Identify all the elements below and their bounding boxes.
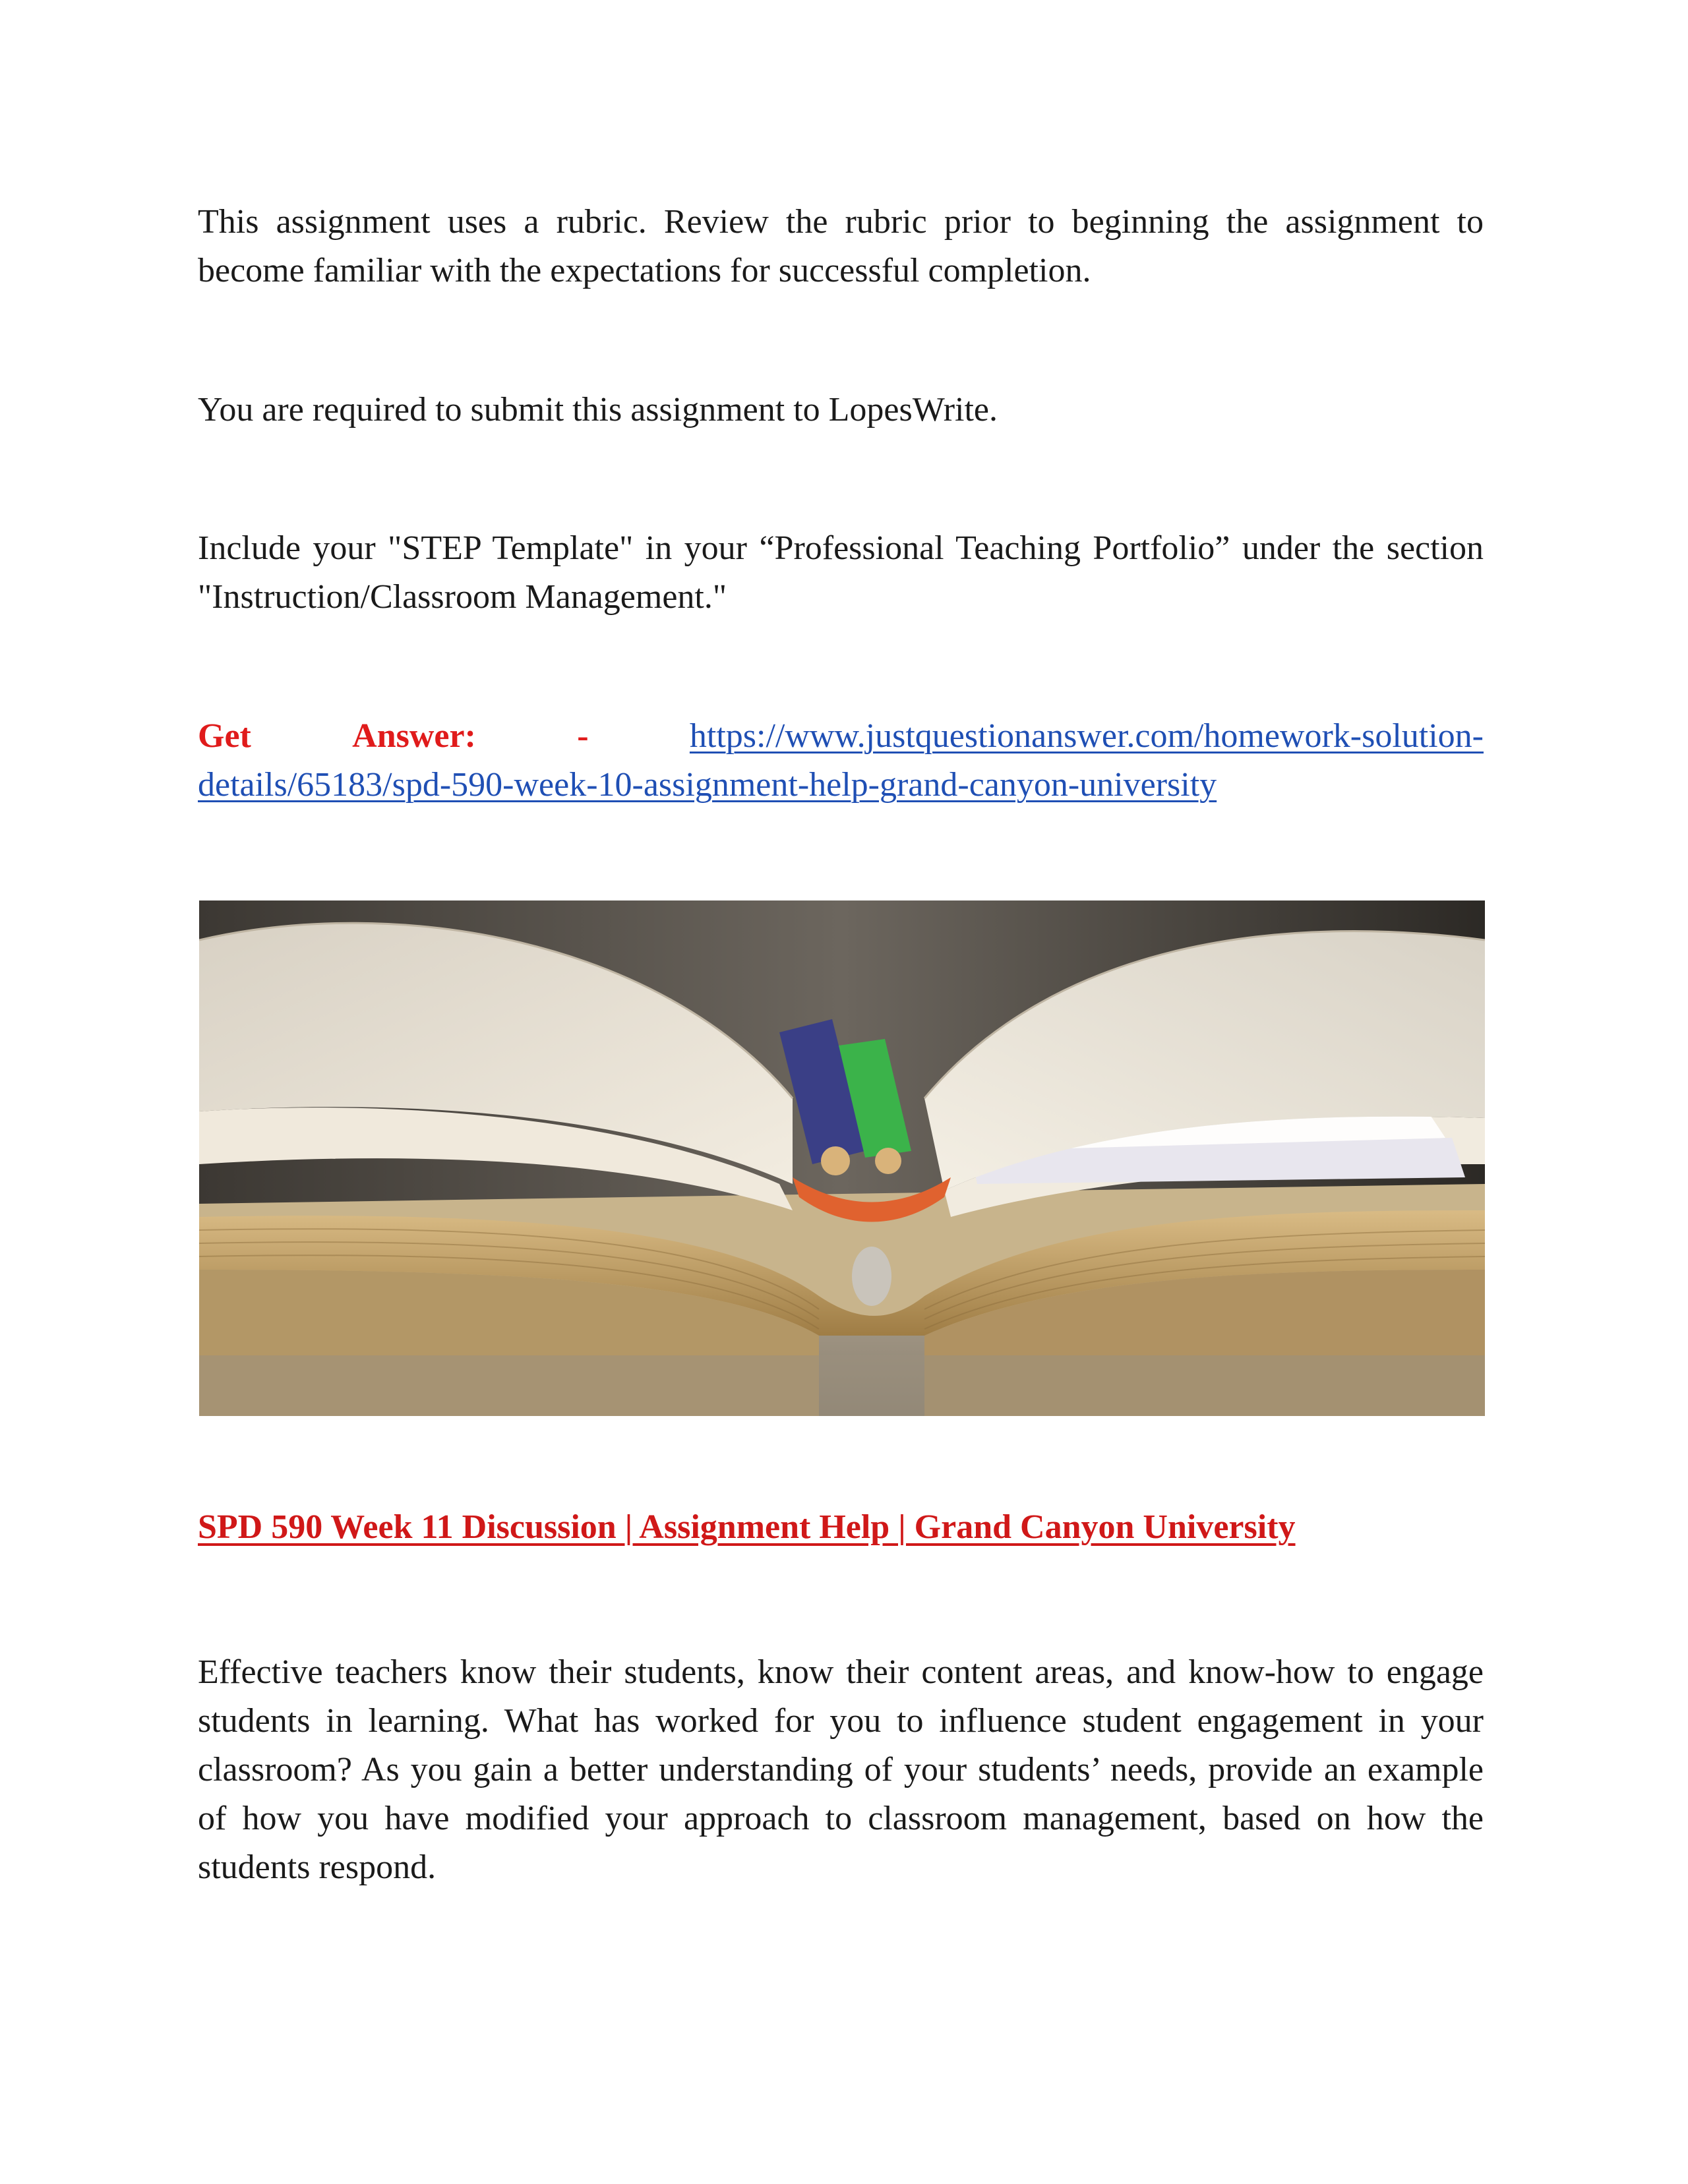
get-answer-line-2 [198, 761, 1484, 810]
dash-separator: - [577, 717, 589, 755]
answer-label: Answer: [352, 717, 476, 755]
lopeswrite-paragraph: You are required to submit this assignment to LopesWrite. [198, 391, 998, 428]
answer-link-part-2[interactable]: details/65183/spd-590-week-10-assignment-help-grand-canyon-university [198, 766, 1217, 804]
books-photo [199, 900, 1485, 1416]
section-heading[interactable] [198, 1503, 1484, 1552]
rubric-paragraph: This assignment uses a rubric. Review the rubric prior to beginning the assignment to become familiar with the expectations for successful completion. [198, 203, 1484, 289]
get-answer-block [198, 712, 1484, 810]
get-answer-line-1 [198, 712, 1484, 761]
discussion-paragraph: Effective teachers know their students, know their content areas, and know-how to engage students in learning. What has worked for you to influence student engagement in your classroom? As you gain a better understanding of your students’ needs, provide an example of how you have modified your approach to classroom management, based on how the students respond. [198, 1653, 1484, 1886]
portfolio-paragraph: Include your "STEP Template" in your “Professional Teaching Portfolio” under the section "Instruction/Classroom Management." [198, 529, 1484, 616]
week-11-discussion-link[interactable]: SPD 590 Week 11 Discussion | Assignment Help | Grand Canyon University [198, 1508, 1296, 1546]
open-books-image [199, 900, 1485, 1416]
get-label: Get [198, 717, 251, 755]
answer-link-part-1[interactable]: https://www.justquestionanswer.com/homework-solution- [689, 717, 1484, 755]
